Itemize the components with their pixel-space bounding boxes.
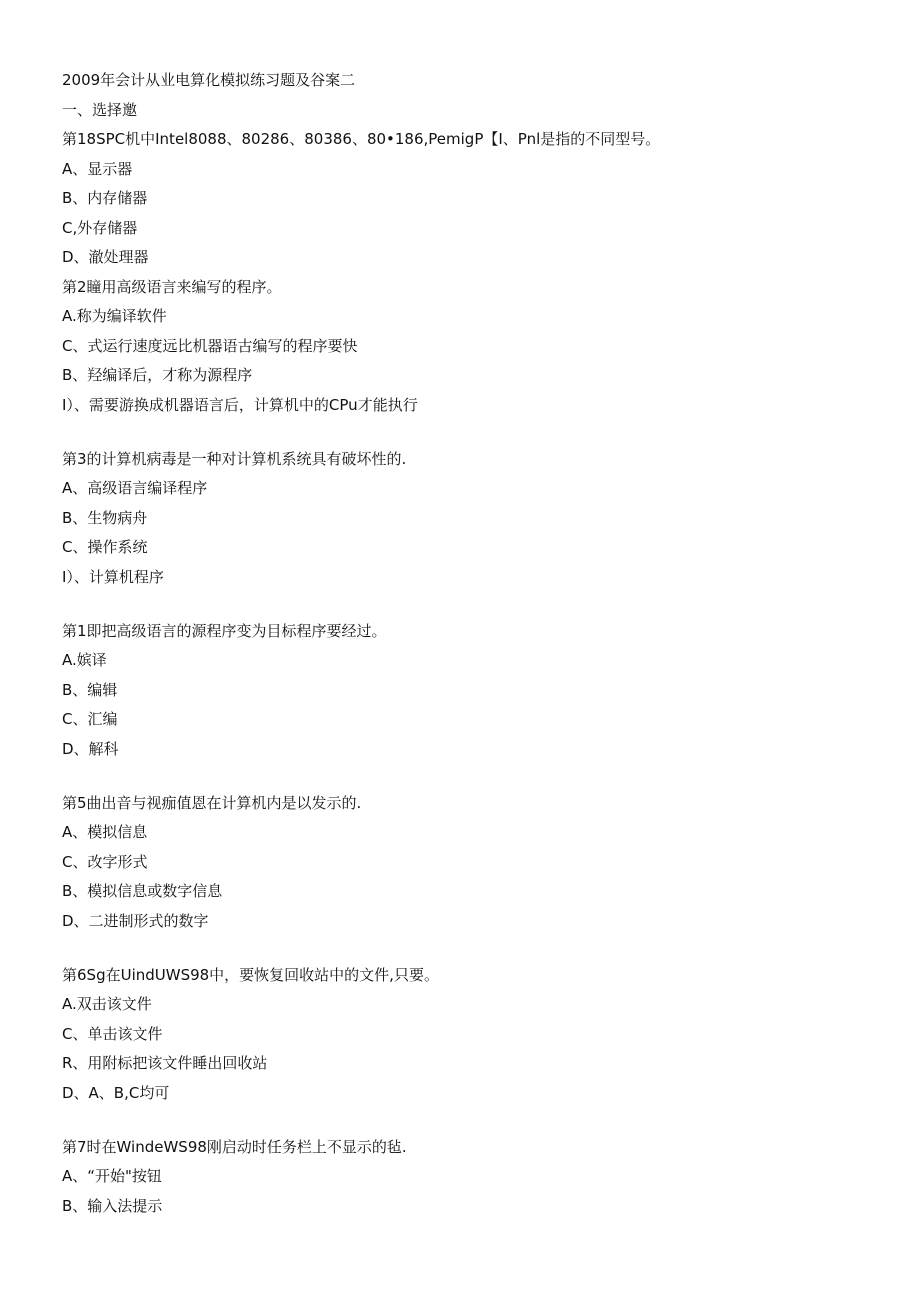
answer-option: B、模拟信息或数字信息 <box>62 882 223 900</box>
document-page <box>62 66 900 1221</box>
spacer <box>62 936 900 961</box>
answer-option: C,外存储器 <box>62 218 138 237</box>
answer-option: A、模拟信息 <box>62 823 148 841</box>
document-title: 2009年会计从业电算化模拟练习题及谷案二 <box>62 71 356 89</box>
question-stem: 第6Sg在UindUWS98中，要恢复回收站中的文件,只要。 <box>62 965 439 984</box>
question-block <box>62 961 900 1109</box>
answer-option: R、用附标把该文件睡出回收站 <box>62 1054 268 1072</box>
answer-option: D、澈处理器 <box>62 248 149 266</box>
question-stem: 第2瞳用高级语言来编写的程序。 <box>62 277 282 296</box>
section-heading: 一、选择邀 <box>62 100 138 119</box>
question-block <box>62 125 900 273</box>
question-stem: 第7时在WindeWS98刚启动时任务栏上不显示的毡. <box>62 1137 407 1156</box>
question-block <box>62 445 900 593</box>
answer-option: C、式运行速度远比机器语古编写的程序要快 <box>62 336 358 355</box>
answer-option: A、“开始"按钮 <box>62 1167 162 1185</box>
spacer <box>62 592 900 617</box>
answer-option: C、单击该文件 <box>62 1024 163 1043</box>
question-block <box>62 1133 900 1222</box>
answer-option: A、显示器 <box>62 159 133 178</box>
answer-option: I）、需要游换成机器语言后，计算机中的CPu才能执行 <box>62 395 418 414</box>
question-stem: 第5曲出音与视痂值恩在计算机内是以发示的. <box>62 793 362 812</box>
spacer <box>62 420 900 445</box>
answer-option: D、二进制形式的数字 <box>62 911 209 930</box>
answer-option: C、操作系统 <box>62 538 148 556</box>
answer-option: B、生物病舟 <box>62 508 148 527</box>
question-stem: 第1即把高级语言的源程序变为目标程序要经过。 <box>62 621 387 640</box>
question-stem: 第3的计算机病毒是一种对计算机系统具有破坏性的. <box>62 449 407 468</box>
answer-option: B、羟编译后，才称为源程序 <box>62 366 253 384</box>
answer-option: B、输入法提示 <box>62 1196 163 1215</box>
question-block <box>62 617 900 765</box>
question-block <box>62 789 900 937</box>
answer-option: B、内存储器 <box>62 189 148 207</box>
question-stem: 第18SPC机中Intel8088、80286、80386、80•186,PemigP【I、Pnl是指的不同型号。 <box>62 130 661 148</box>
spacer <box>62 1108 900 1133</box>
answer-option: A.称为编译软件 <box>62 307 167 325</box>
answer-option: D、A、B,C均可 <box>62 1083 170 1102</box>
answer-option: I）、计算机程序 <box>62 567 164 586</box>
spacer <box>62 764 900 789</box>
answer-option: A、高级语言编译程序 <box>62 479 208 497</box>
answer-option: C、汇编 <box>62 710 118 728</box>
question-block <box>62 273 900 421</box>
answer-option: B、编辑 <box>62 680 118 699</box>
answer-option: A.双击该文件 <box>62 995 152 1013</box>
answer-option: C、改字形式 <box>62 852 148 871</box>
answer-option: A.嫔译 <box>62 651 107 669</box>
answer-option: D、解科 <box>62 739 119 758</box>
